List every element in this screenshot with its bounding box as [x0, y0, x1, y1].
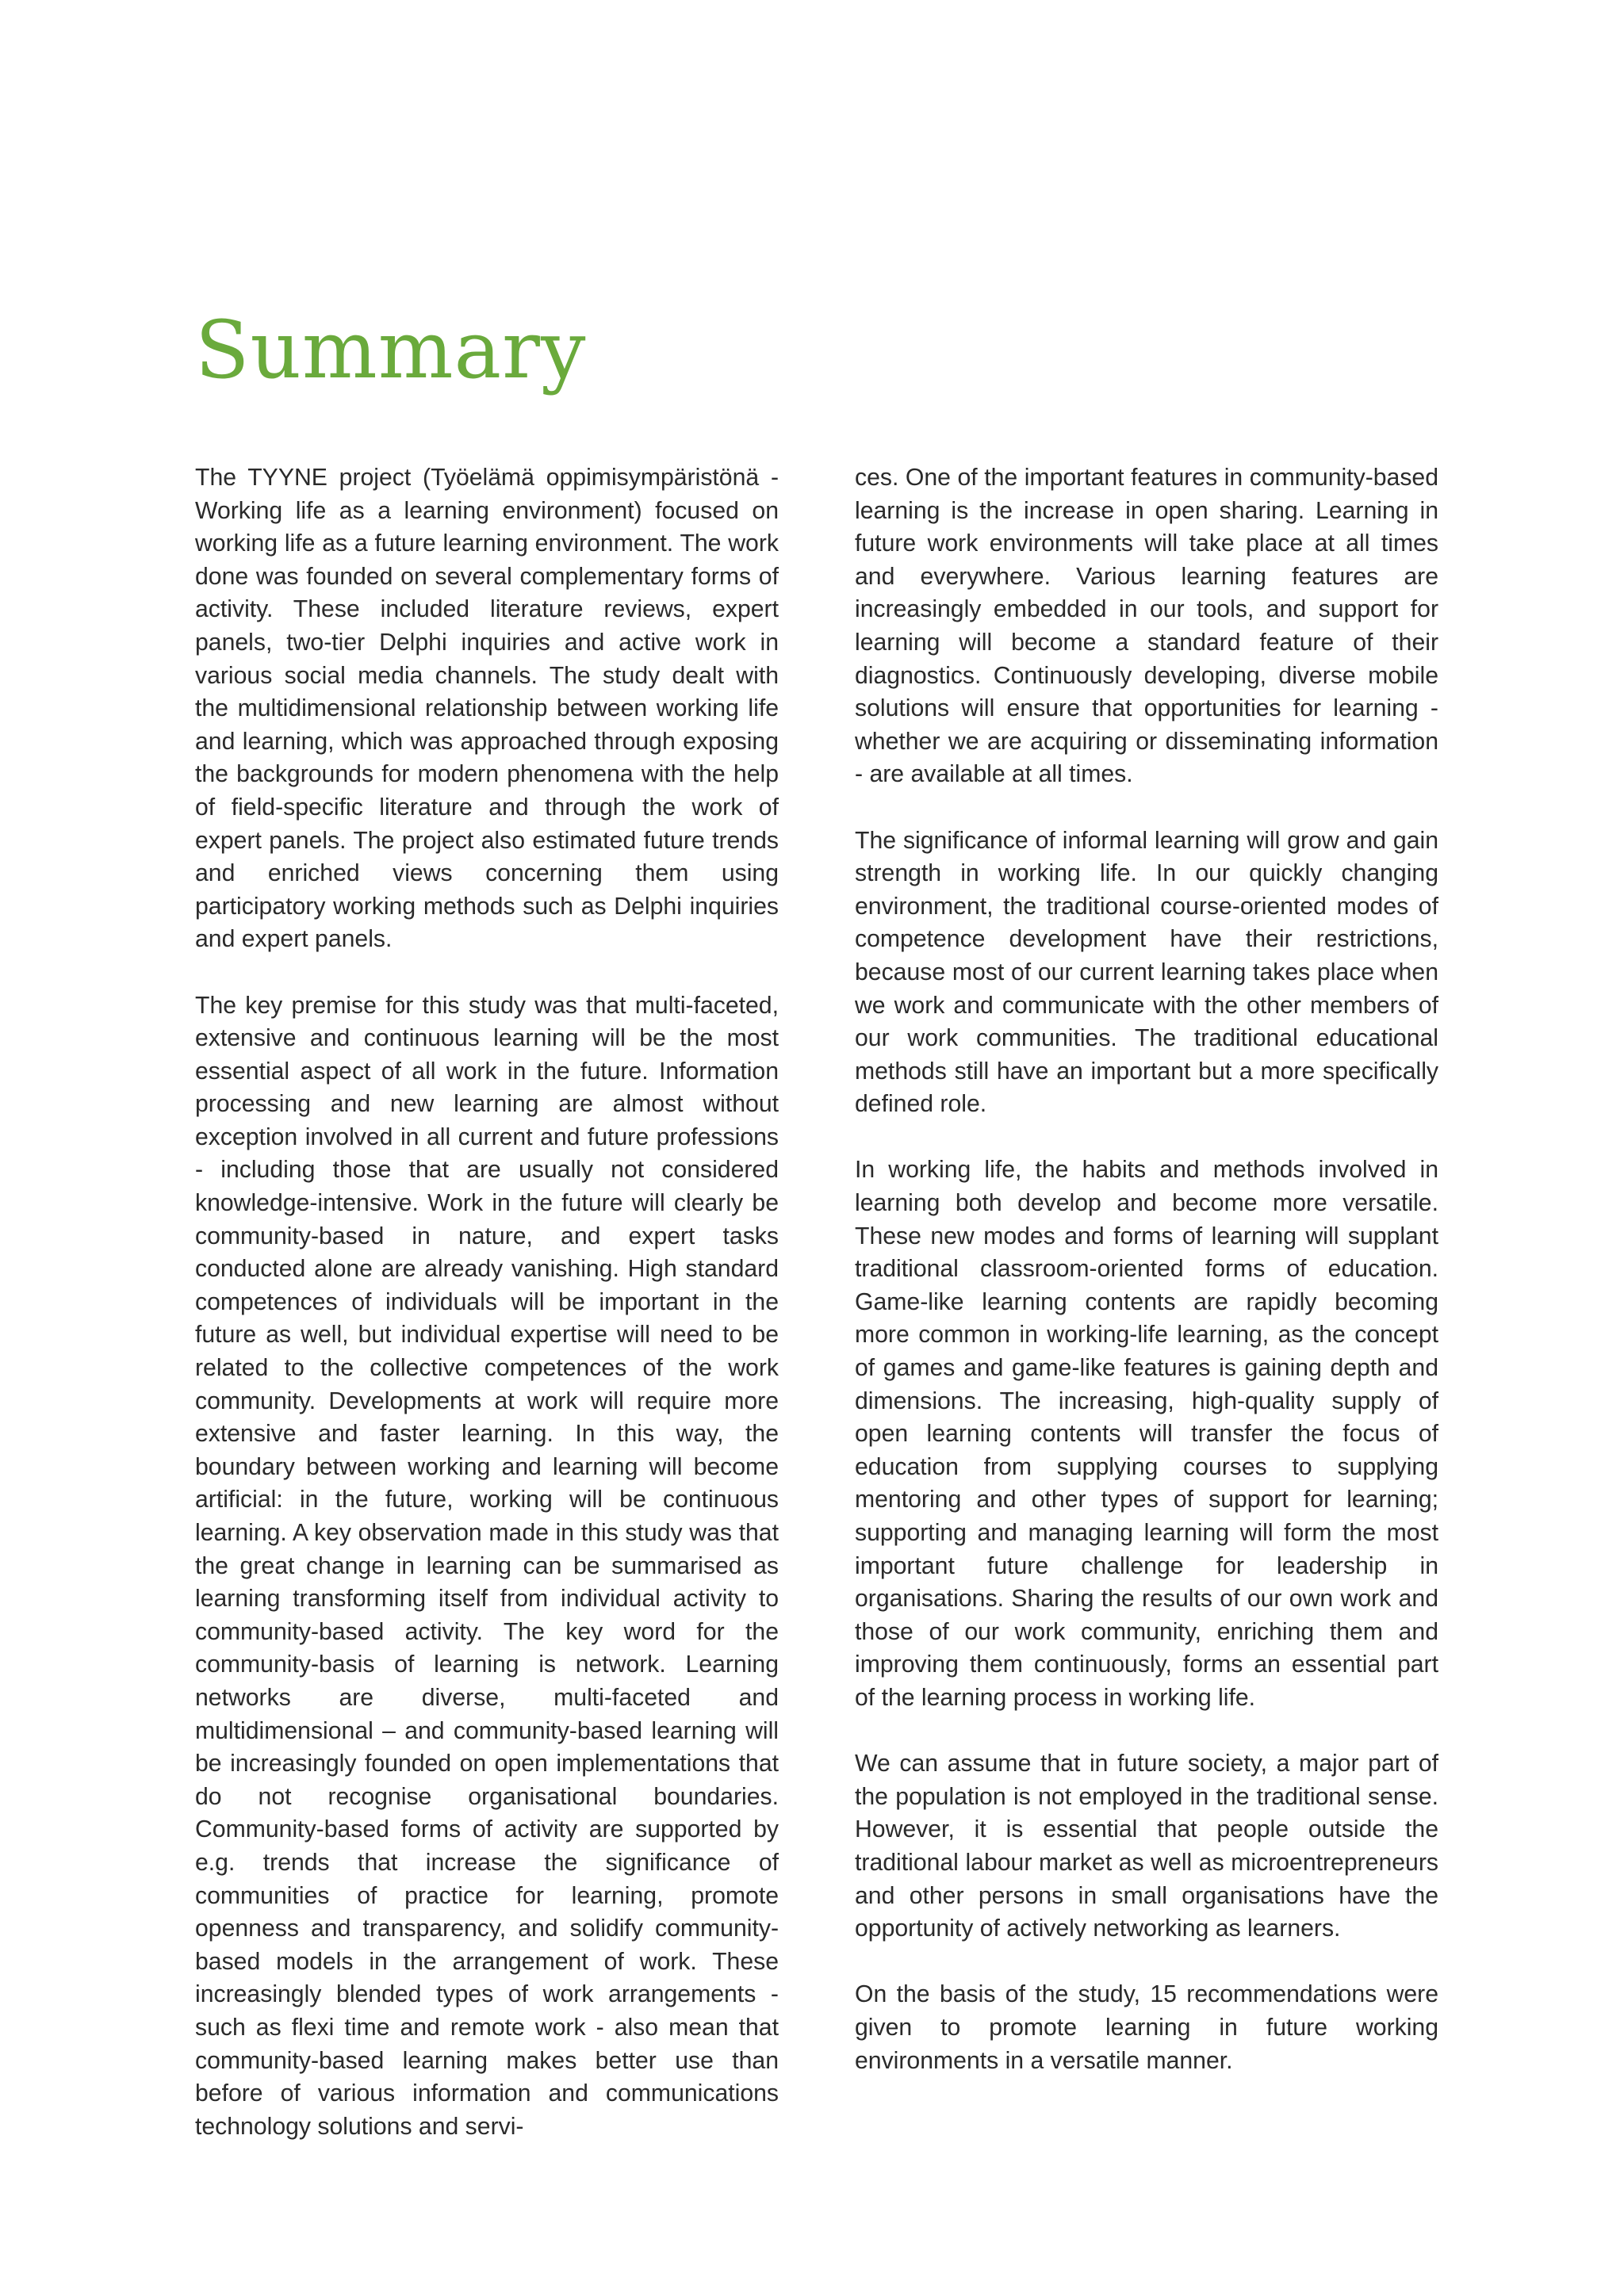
paragraph: The key premise for this study was that multi-faceted, extensive and continuous learning will be the most essential aspect of all work in the future. Information processing and new learning are almost without exception involved in all current and future professions - including those that are usually not considered knowledge-intensive. Work in the future will clearly be community-based in nature, and expert tasks conducted alone are already vanishing. High standard competences of individuals will be important in the future as well, but individual expertise will need to be related to the collective competences of the work community. Developments at work will require more extensive and faster learning. In this way, the boundary between working and learning will become artificial: in the future, working will be continuous learning. A key observation made in this study was that the great change in learning can be summarised as learning transforming itself from individual activity to community-based activity. The key word for the community-basis of learning is network. Learning networks are diverse, multi-faceted and multidimensional – and community-based learning will be increasingly founded on open implementations that do not recognise organisational boundaries. Community-based forms of activity are supported by e.g. trends that increase the significance of communities of practice for learning, promote openness and transparency, and solidify community-based models in the arrangement of work. These increasingly blended types of work arrangements - such as flexi time and remote work - also mean that community-based learning makes better use than before of various information and communications technology solutions and servi- [195, 992, 779, 2140]
paragraph: ces. One of the important features in community-based learning is the increase in open sharing. Learning in future work environments will take place at all times and everywhere. Various learning features are increasingly embedded in our tools, and support for learning will become a standard feature of their diagnostics. Continuously developing, diverse mobile solutions will ensure that opportunities for learning - whether we are acquiring or disseminating information - are available at all times. [855, 465, 1438, 788]
paragraph: On the basis of the study, 15 recommendations were given to promote learning in future working environments in a versatile manner. [855, 1981, 1438, 2074]
paragraph: In working life, the habits and methods involved in learning both develop and become more versatile. These new modes and forms of learning will supplant traditional classroom-oriented forms of education. Game-like learning contents are rapidly becoming more common in working-life learning, as the concept of games and game-like features is gaining depth and dimensions. The increasing, high-quality supply of open learning contents will transfer the focus of education from supplying courses to supplying mentoring and other types of support for learning; supporting and managing learning will form the most important future challenge for leadership in organisations. Sharing the results of our own work and those of our work community, enriching them and improving them continuously, forms an essential part of the learning process in working life. [855, 1157, 1438, 1711]
paragraph: The TYYNE project (Työelämä oppimisympäristönä - Working life as a learning environment) focused on working life as a future learning environment. The work done was founded on several complementary forms of activity. These included literature reviews, expert panels, two-tier Delphi inquiries and active work in various social media channels. The study dealt with the multidimensional relationship between working life and learning, which was approached through exposing the backgrounds for modern phenomena with the help of field-specific literature and through the work of expert panels. The project also estimated future trends and enriched views concerning them using participatory working methods such as Delphi inquiries and expert panels. [195, 465, 779, 953]
left-column [195, 461, 779, 2143]
right-column [855, 461, 1438, 2077]
paragraph: We can assume that in future society, a major part of the population is not employed in the traditional sense. However, it is essential that people outside the traditional labour market as well as microentrepreneurs and other persons in small organisations have the opportunity of actively networking as learners. [855, 1751, 1438, 1942]
paragraph: The significance of informal learning will grow and gain strength in working life. In our quickly changing environment, the traditional course-oriented modes of competence development have their restrictions, because most of our current learning takes place when we work and communicate with the other members of our work communities. The traditional educational methods still have an important but a more specifically defined role. [855, 827, 1438, 1118]
page-title: Summary [195, 304, 587, 396]
